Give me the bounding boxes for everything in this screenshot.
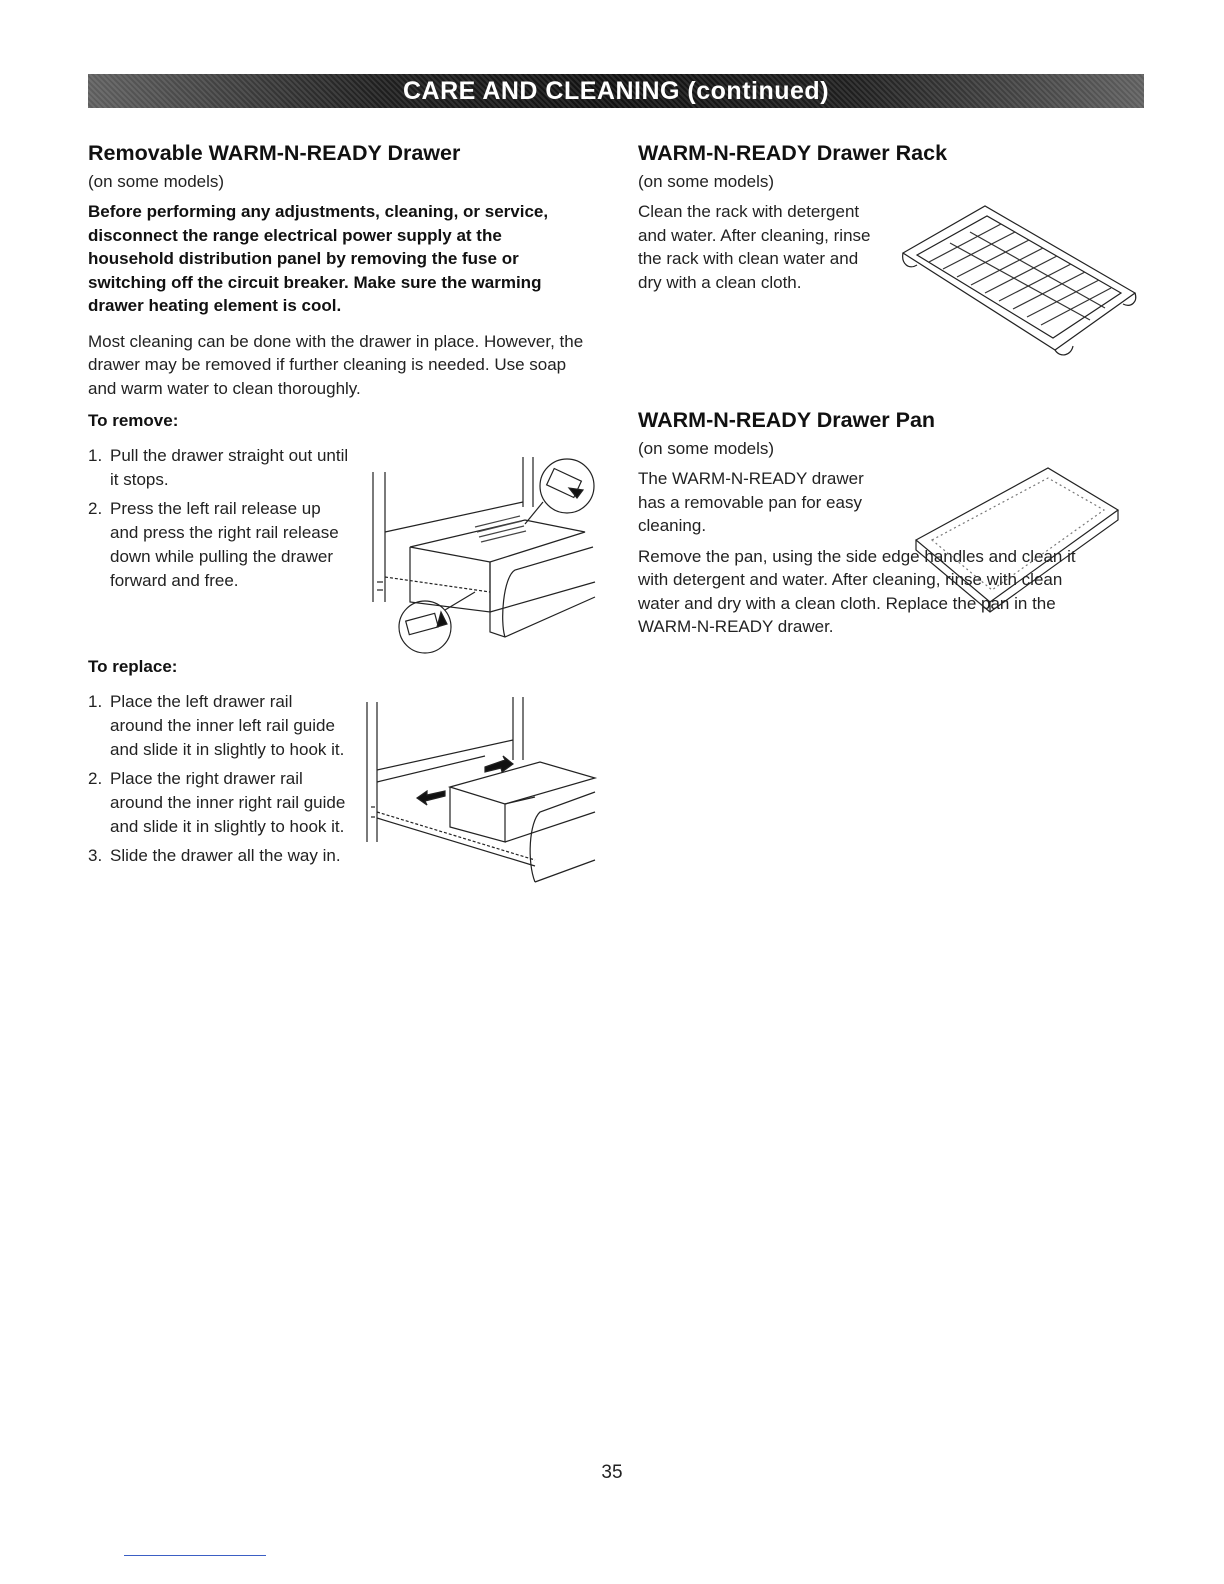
step-text: Place the right drawer rail around the inner right rail guide and slide it in slightly to hook it. (110, 769, 346, 836)
section-banner (88, 74, 1144, 108)
drawer-remove-illustration (355, 452, 600, 657)
drawer-title: Removable WARM-N-READY Drawer (88, 141, 461, 165)
rack-title: WARM-N-READY Drawer Rack (638, 141, 948, 165)
footer-divider (124, 1555, 266, 1556)
pan-text-1: The WARM-N-READY drawer has a removable pan for easy cleaning. (638, 469, 864, 535)
replace-steps (88, 690, 350, 868)
drawer-rack-illustration (895, 198, 1140, 358)
step-text: Pull the drawer straight out until it stops. (110, 446, 349, 489)
page-number: 35 (601, 1462, 623, 1483)
list-item (88, 844, 350, 868)
drawer-subtitle: (on some models) (88, 172, 225, 191)
replace-section (88, 657, 350, 873)
step-number: 2. (88, 769, 103, 788)
section-title: CARE AND CLEANING (continued) (402, 76, 830, 105)
left-column (88, 141, 598, 400)
pan-title: WARM-N-READY Drawer Pan (638, 408, 936, 432)
pan-subtitle: (on some models) (638, 439, 775, 458)
intro-paragraph: Most cleaning can be done with the drawer in place. However, the drawer may be removed if further cleaning is needed. Use soap and warm water to clean thoroughly. (88, 331, 584, 398)
drawer-replace-illustration (355, 692, 600, 892)
step-number: 2. (88, 499, 103, 518)
step-number: 1. (88, 692, 103, 711)
rack-text: Clean the rack with detergent and water. After cleaning, rinse the rack with clean water and dry with a clean cloth. (638, 202, 871, 292)
pan-text-2: Remove the pan, using the side edge handles and clean it with detergent and water. After cleaning, rinse with clean water and dry with a clean cloth. Replace the pan in the WARM-N-READY drawer. (638, 546, 1076, 636)
safety-warning: Before performing any adjustments, cleaning, or service, disconnect the range electrical power supply at the household distribution panel by removing the fuse or switching off the circuit breaker. Make sure the warming drawer heating element is cool. (88, 202, 549, 315)
remove-section (88, 411, 350, 598)
list-item (88, 444, 350, 492)
step-number: 3. (88, 846, 103, 865)
list-item (88, 497, 350, 593)
step-text: Press the left rail release up and press the right rail release down while pulling the drawer forward and free. (110, 499, 339, 590)
step-number: 1. (88, 446, 103, 465)
remove-heading: To remove: (88, 411, 179, 430)
step-text: Place the left drawer rail around the inner left rail guide and slide it in slightly to hook it. (110, 692, 345, 759)
list-item (88, 690, 350, 762)
step-text: Slide the drawer all the way in. (110, 846, 341, 865)
remove-steps (88, 444, 350, 593)
replace-heading: To replace: (88, 657, 178, 676)
rack-subtitle: (on some models) (638, 172, 775, 191)
list-item (88, 767, 350, 839)
drawer-pan-illustration (910, 462, 1130, 612)
